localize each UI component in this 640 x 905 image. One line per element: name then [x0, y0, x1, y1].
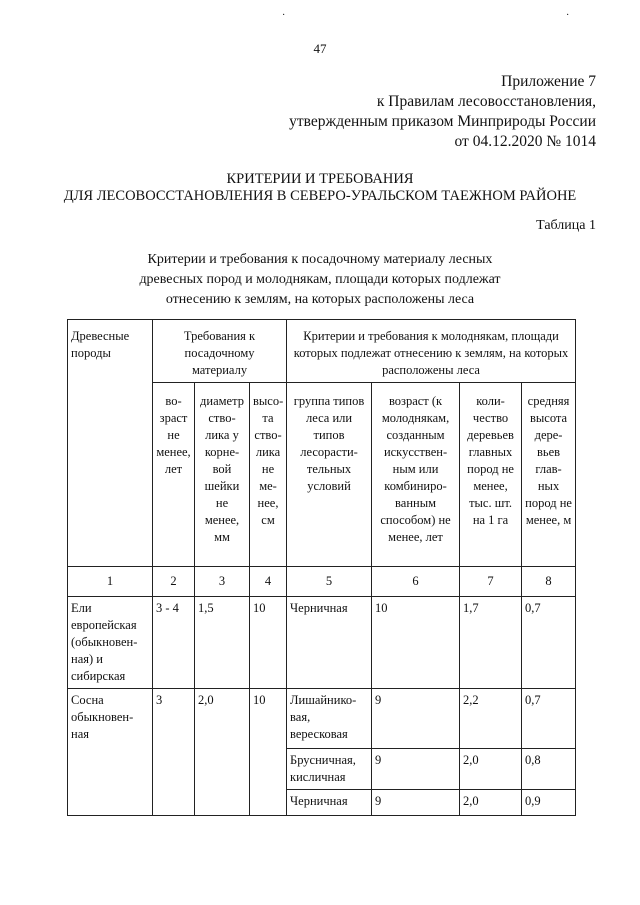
- cell-tree-count: 2,0: [460, 749, 522, 790]
- column-number: 6: [372, 567, 460, 597]
- column-number: 4: [250, 567, 287, 597]
- cell-tree-count: 2,0: [460, 790, 522, 816]
- header-row: [68, 320, 576, 383]
- column-number: 7: [460, 567, 522, 597]
- cell-forest-group: Черничная: [287, 790, 372, 816]
- table-row: [68, 689, 576, 749]
- subheader-age: во-зраст не менее, лет: [153, 383, 195, 567]
- column-number-row: [68, 567, 576, 597]
- title-line: ДЛЯ ЛЕСОВОССТАНОВЛЕНИЯ В СЕВЕРО-УРАЛЬСКОМ ТАЕЖНОМ РАЙОНЕ: [63, 188, 577, 204]
- cell-avg-height: 0,8: [522, 749, 576, 790]
- header-young: Критерии и требования к молоднякам, площади которых подлежат отнесению к землям, на которых расположены леса: [287, 320, 576, 383]
- appendix-block: [289, 72, 596, 152]
- subheader-tree-count: коли-чество деревьев главных пород не менее, тыс. шт. на 1 га: [460, 383, 522, 567]
- table-caption: [40, 250, 600, 310]
- cell-diameter: 1,5: [195, 597, 250, 689]
- column-number: 1: [68, 567, 153, 597]
- cell-age: 3: [153, 689, 195, 816]
- title-line: КРИТЕРИИ И ТРЕБОВАНИЯ: [226, 171, 414, 187]
- column-number: 3: [195, 567, 250, 597]
- column-number: 2: [153, 567, 195, 597]
- cell-young-age: 9: [372, 749, 460, 790]
- cell-height: 10: [250, 597, 287, 689]
- caption-line: древесных пород и молоднякам, площади которых подлежат: [139, 272, 501, 287]
- appendix-line: утвержденным приказом Минприроды России: [289, 113, 596, 130]
- column-number: 5: [287, 567, 372, 597]
- cell-diameter: 2,0: [195, 689, 250, 816]
- page-number: 47: [313, 41, 327, 56]
- cell-young-age: 9: [372, 689, 460, 749]
- scan-dot: ·: [566, 10, 570, 21]
- appendix-line: к Правилам лесовосстановления,: [376, 93, 596, 110]
- cell-height: 10: [250, 689, 287, 816]
- table-label: Таблица 1: [536, 218, 596, 233]
- scan-dot: ·: [282, 10, 286, 21]
- appendix-line: Приложение 7: [501, 73, 596, 90]
- header-planting: Требования к посадочному материалу: [153, 320, 287, 383]
- column-number: 8: [522, 567, 576, 597]
- criteria-table: [67, 319, 576, 816]
- cell-young-age: 9: [372, 790, 460, 816]
- caption-line: отнесению к землям, на которых расположены леса: [165, 292, 475, 307]
- subheader-young-age: возраст (к молоднякам, созданным искусствен-ным или комбиниро-ванным способом) не менее, лет: [372, 383, 460, 567]
- cell-forest-group: Черничная: [287, 597, 372, 689]
- cell-forest-group: Лишайнико-вая, вересковая: [287, 689, 372, 749]
- cell-avg-height: 0,7: [522, 689, 576, 749]
- header-species: Древесные породы: [68, 320, 153, 567]
- cell-species: Ели европейская (обыкновен-ная) и сибирская: [68, 597, 153, 689]
- cell-avg-height: 0,7: [522, 597, 576, 689]
- document-title: [0, 171, 640, 205]
- subheader-diameter: диаметр ство-лика у корне-вой шейки не менее, мм: [195, 383, 250, 567]
- table-row: [68, 597, 576, 689]
- subheader-height: высо-та ство-лика не ме-нее, см: [250, 383, 287, 567]
- appendix-line: от 04.12.2020 № 1014: [454, 133, 596, 150]
- cell-tree-count: 2,2: [460, 689, 522, 749]
- cell-avg-height: 0,9: [522, 790, 576, 816]
- subheader-avg-height: средняя высота дере-вьев глав-ных пород не менее, м: [522, 383, 576, 567]
- cell-young-age: 10: [372, 597, 460, 689]
- cell-tree-count: 1,7: [460, 597, 522, 689]
- subheader-forest-group: группа типов леса или типов лесорасти-тельных условий: [287, 383, 372, 567]
- cell-forest-group: Брусничная, кисличная: [287, 749, 372, 790]
- caption-line: Критерии и требования к посадочному материалу лесных: [147, 252, 493, 267]
- cell-age: 3 - 4: [153, 597, 195, 689]
- cell-species: Сосна обыкновен-ная: [68, 689, 153, 816]
